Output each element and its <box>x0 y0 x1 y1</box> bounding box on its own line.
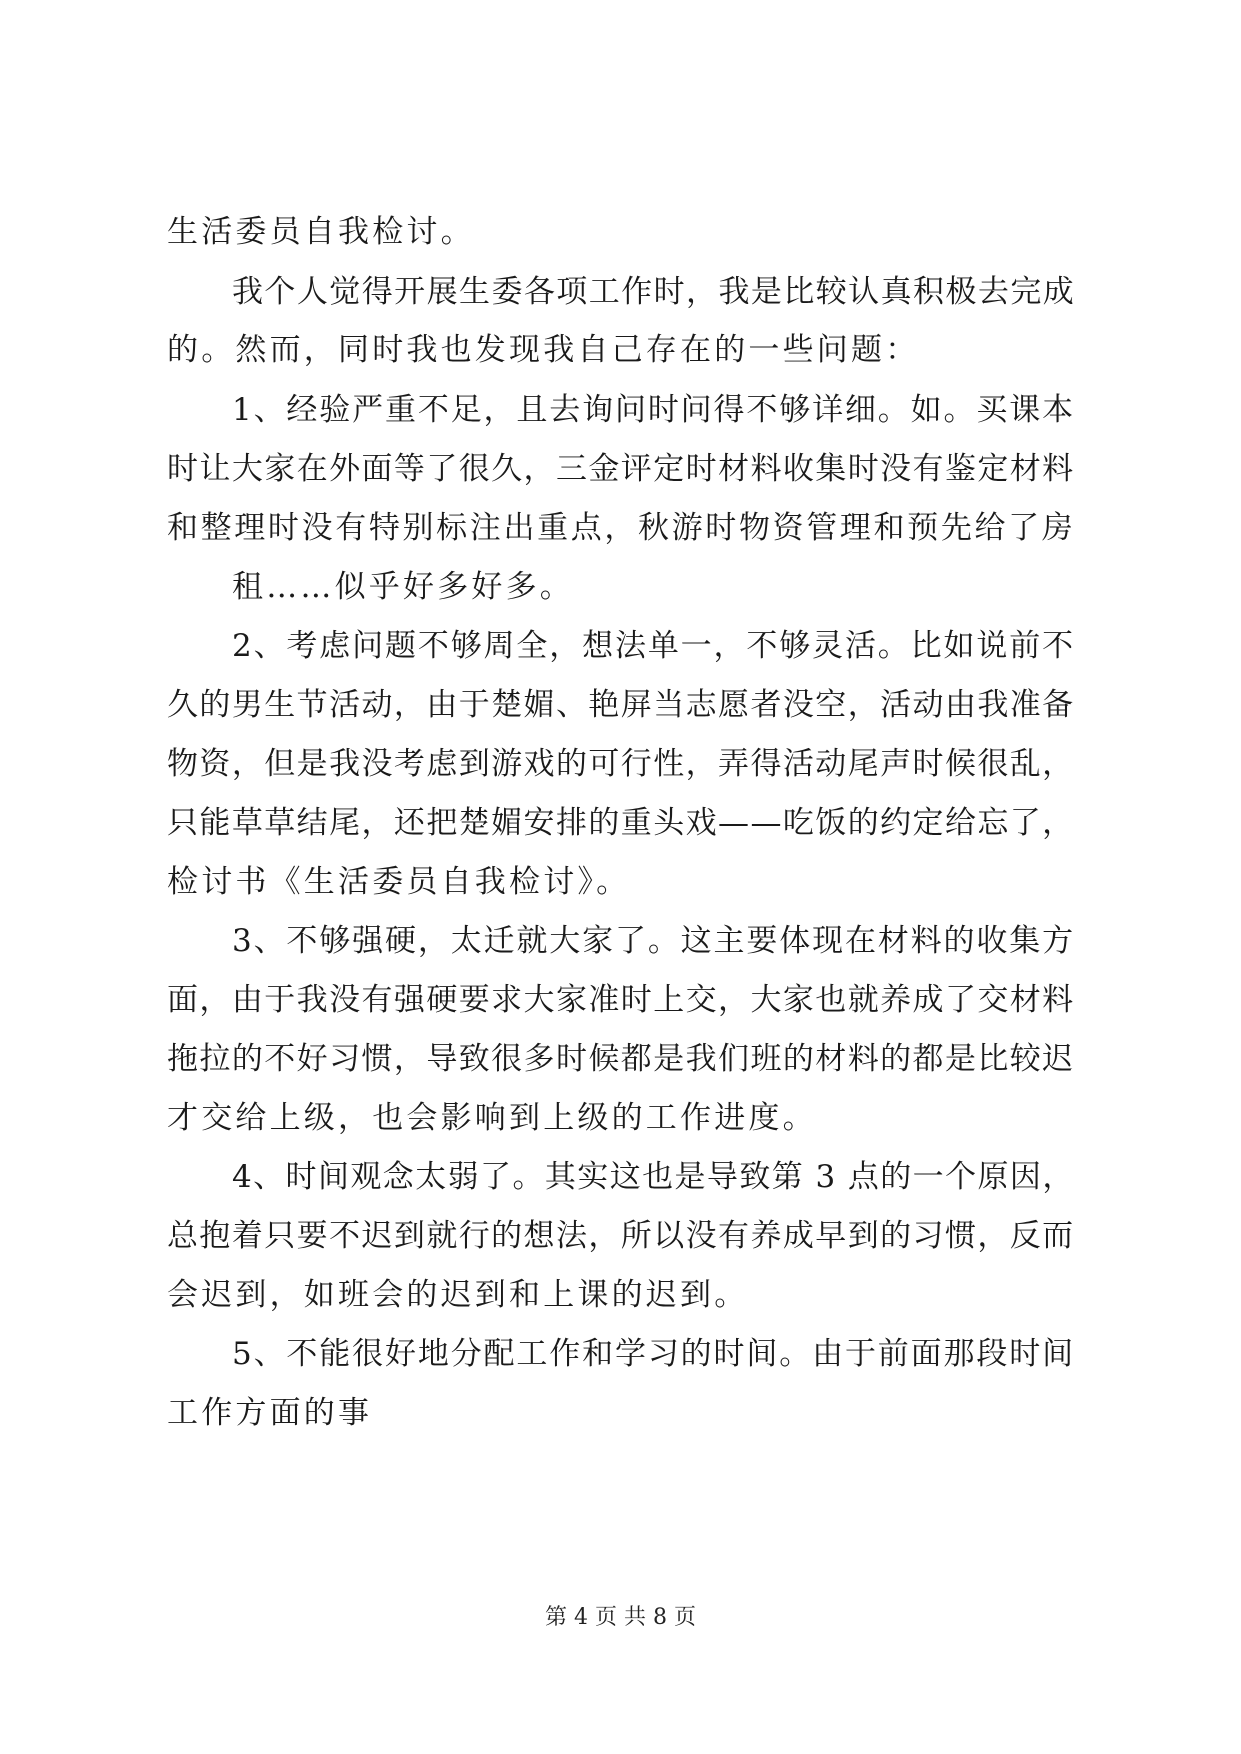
page-footer: 第 4 页 共 8 页 <box>545 1605 696 1630</box>
text-line: 面，由于我没有强硬要求大家准时上交，大家也就养成了交材料 <box>167 982 1075 1018</box>
text-line: 生活委员自我检讨。 <box>167 214 475 250</box>
text-line: 久的男生节活动，由于楚媚、艳屏当志愿者没空，活动由我准备 <box>167 687 1075 723</box>
text-line: 拖拉的不好习惯，导致很多时候都是我们班的材料的都是比较迟 <box>167 1041 1075 1077</box>
text-line: 总抱着只要不迟到就行的想法，所以没有养成早到的习惯，反而 <box>167 1218 1075 1254</box>
text-line: 的。然而，同时我也发现我自己存在的一些问题： <box>167 332 920 368</box>
text-line: 1、经验严重不足，且去询问时问得不够详细。如。买课本 <box>232 392 1075 428</box>
text-line: 时让大家在外面等了很久，三金评定时材料收集时没有鉴定材料 <box>167 451 1075 487</box>
text-line: 租……似乎好多好多。 <box>232 569 574 605</box>
text-line: 才交给上级，也会影响到上级的工作进度。 <box>167 1100 817 1136</box>
text-line: 物资，但是我没考虑到游戏的可行性，弄得活动尾声时候很乱， <box>167 746 1075 782</box>
text-line: 我个人觉得开展生委各项工作时，我是比较认真积极去完成 <box>232 274 1076 310</box>
text-line: 只能草草结尾，还把楚媚安排的重头戏——吃饭的约定给忘了， <box>167 805 1075 841</box>
text-line: 会迟到，如班会的迟到和上课的迟到。 <box>167 1277 749 1313</box>
text-line: 和整理时没有特别标注出重点，秋游时物资管理和预先给了房 <box>167 510 1076 546</box>
text-line: 工作方面的事 <box>167 1395 373 1431</box>
text-line: 检讨书《生活委员自我检讨》。 <box>167 864 631 900</box>
text-line: 3、不够强硬，太迁就大家了。这主要体现在材料的收集方 <box>232 923 1075 959</box>
text-line: 2、考虑问题不够周全，想法单一，不够灵活。比如说前不 <box>232 628 1075 664</box>
text-line: 4、时间观念太弱了。其实这也是导致第 3 点的一个原因， <box>232 1159 1075 1195</box>
text-line: 5、不能很好地分配工作和学习的时间。由于前面那段时间 <box>232 1336 1075 1372</box>
